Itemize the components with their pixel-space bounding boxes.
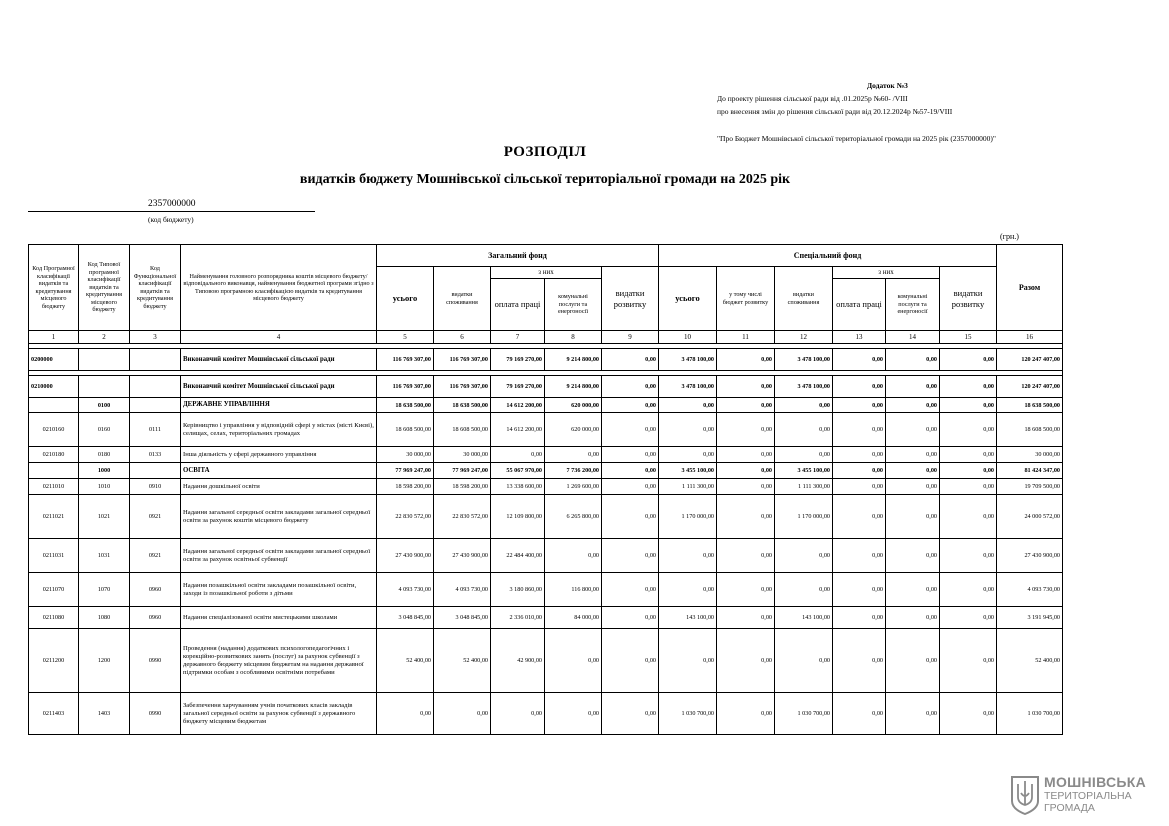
- amount-cell: 0,00: [659, 447, 717, 463]
- amount-cell: 0,00: [940, 573, 997, 607]
- typical-program-code-cell: 1403: [79, 693, 130, 735]
- amount-cell: 0,00: [775, 447, 833, 463]
- program-code-cell: 0211031: [29, 539, 79, 573]
- amount-cell: 9 214 800,00: [545, 349, 602, 371]
- header-sf-wages: оплата праці: [833, 279, 886, 331]
- amount-cell: 22 830 572,00: [377, 495, 434, 539]
- amount-cell: 1 111 300,00: [775, 479, 833, 495]
- amount-cell: 3 478 100,00: [775, 349, 833, 371]
- amount-cell: 14 612 200,00: [491, 398, 545, 413]
- functional-code-cell: 0960: [130, 607, 181, 629]
- amount-cell: 0,00: [886, 398, 940, 413]
- amount-cell: 0,00: [833, 447, 886, 463]
- logo-line-3: ГРОМАДА: [1044, 802, 1095, 814]
- column-number: 11: [717, 331, 775, 344]
- amount-cell: 0,00: [717, 463, 775, 479]
- amount-cell: 0,00: [602, 495, 659, 539]
- program-code-cell: 0210180: [29, 447, 79, 463]
- functional-code-cell: 0111: [130, 413, 181, 447]
- amount-cell: 0,00: [545, 447, 602, 463]
- table-row: [29, 376, 1063, 398]
- amount-cell: 7 736 200,00: [545, 463, 602, 479]
- amount-cell: 18 608 500,00: [997, 413, 1063, 447]
- logo-line-1: МОШНІВСЬКА: [1044, 774, 1147, 790]
- amount-cell: 143 100,00: [775, 607, 833, 629]
- amount-cell: 9 214 800,00: [545, 376, 602, 398]
- header-special-fund: Спеціальний фонд: [659, 245, 997, 267]
- amount-cell: 0,00: [491, 447, 545, 463]
- program-name-cell: Надання загальної середньої освіти закладами загальної середньої освіти за рахунок коштів місцевого бюджету: [181, 495, 377, 539]
- column-number: 9: [602, 331, 659, 344]
- amount-cell: 0,00: [717, 447, 775, 463]
- functional-code-cell: [130, 463, 181, 479]
- column-number: 2: [79, 331, 130, 344]
- table-row: [29, 573, 1063, 607]
- budget-code: 2357000000: [148, 199, 196, 209]
- amount-cell: 0,00: [717, 376, 775, 398]
- column-number: 5: [377, 331, 434, 344]
- column-number: 15: [940, 331, 997, 344]
- amount-cell: 0,00: [717, 479, 775, 495]
- amount-cell: 0,00: [602, 463, 659, 479]
- amount-cell: 18 598 200,00: [434, 479, 491, 495]
- amount-cell: 1 170 000,00: [775, 495, 833, 539]
- amount-cell: 19 709 500,00: [997, 479, 1063, 495]
- amount-cell: 0,00: [602, 607, 659, 629]
- amount-cell: 0,00: [602, 479, 659, 495]
- budget-reference: "Про Бюджет Мошнівської сільської територіальної громади на 2025 рік (2357000000)": [717, 134, 996, 143]
- amount-cell: 116 769 307,00: [434, 376, 491, 398]
- amount-cell: 1 030 700,00: [659, 693, 717, 735]
- amount-cell: 1 030 700,00: [997, 693, 1063, 735]
- amount-cell: 3 180 860,00: [491, 573, 545, 607]
- functional-code-cell: 0990: [130, 629, 181, 693]
- amount-cell: 22 484 400,00: [491, 539, 545, 573]
- amount-cell: 0,00: [602, 629, 659, 693]
- program-code-cell: 0211200: [29, 629, 79, 693]
- amount-cell: 0,00: [833, 693, 886, 735]
- amount-cell: 0,00: [602, 693, 659, 735]
- header-total: Разом: [997, 245, 1063, 331]
- amount-cell: 0,00: [940, 693, 997, 735]
- amount-cell: 0,00: [775, 413, 833, 447]
- amount-cell: 0,00: [545, 629, 602, 693]
- amount-cell: 13 338 600,00: [491, 479, 545, 495]
- program-name-cell: Надання загальної середньої освіти закладами загальної середньої освіти за рахунок освітньої субвенції: [181, 539, 377, 573]
- table-row: [29, 693, 1063, 735]
- amount-cell: 22 830 572,00: [434, 495, 491, 539]
- typical-program-code-cell: 1070: [79, 573, 130, 607]
- amount-cell: 0,00: [833, 607, 886, 629]
- functional-code-cell: 0960: [130, 573, 181, 607]
- amount-cell: 0,00: [940, 349, 997, 371]
- amount-cell: 1 170 000,00: [659, 495, 717, 539]
- amount-cell: 0,00: [940, 607, 997, 629]
- amount-cell: 0,00: [886, 607, 940, 629]
- amount-cell: 0,00: [602, 413, 659, 447]
- table-row: [29, 447, 1063, 463]
- column-number: 1: [29, 331, 79, 344]
- amount-cell: 0,00: [717, 693, 775, 735]
- amount-cell: 0,00: [886, 447, 940, 463]
- amount-cell: 81 424 347,00: [997, 463, 1063, 479]
- amount-cell: 0,00: [833, 479, 886, 495]
- amount-cell: 0,00: [940, 463, 997, 479]
- amount-cell: 0,00: [886, 376, 940, 398]
- amount-cell: 3 048 845,00: [377, 607, 434, 629]
- amount-cell: 24 000 572,00: [997, 495, 1063, 539]
- amount-cell: 0,00: [775, 398, 833, 413]
- amount-cell: 0,00: [833, 573, 886, 607]
- amount-cell: 0,00: [775, 629, 833, 693]
- amount-cell: 0,00: [717, 413, 775, 447]
- amount-cell: 116 769 307,00: [434, 349, 491, 371]
- amount-cell: 14 612 200,00: [491, 413, 545, 447]
- amount-cell: 27 430 900,00: [434, 539, 491, 573]
- amount-cell: 0,00: [833, 629, 886, 693]
- column-number: 7: [491, 331, 545, 344]
- amount-cell: 18 638 500,00: [434, 398, 491, 413]
- amount-cell: 55 067 970,00: [491, 463, 545, 479]
- functional-code-cell: [130, 398, 181, 413]
- amount-cell: 0,00: [659, 573, 717, 607]
- amount-cell: 18 608 500,00: [377, 413, 434, 447]
- amount-cell: 30 000,00: [377, 447, 434, 463]
- header-program-code: Код Програмної класифікації видатків та кредитування місцевого бюджету: [29, 245, 79, 331]
- amount-cell: 120 247 407,00: [997, 349, 1063, 371]
- typical-program-code-cell: 1080: [79, 607, 130, 629]
- amount-cell: 120 247 407,00: [997, 376, 1063, 398]
- header-sf-development: видатки розвитку: [940, 267, 997, 331]
- amount-cell: 0,00: [602, 376, 659, 398]
- amount-cell: 0,00: [717, 629, 775, 693]
- amount-cell: 0,00: [886, 629, 940, 693]
- amount-cell: 0,00: [886, 539, 940, 573]
- amount-cell: 0,00: [717, 349, 775, 371]
- functional-code-cell: [130, 376, 181, 398]
- program-code-cell: 0211080: [29, 607, 79, 629]
- column-number: 6: [434, 331, 491, 344]
- amount-cell: 0,00: [775, 539, 833, 573]
- amount-cell: 0,00: [886, 349, 940, 371]
- column-number-row: [29, 331, 1063, 344]
- functional-code-cell: 0921: [130, 495, 181, 539]
- trident-emblem-icon: [1010, 775, 1040, 815]
- table-row: [29, 495, 1063, 539]
- amount-cell: 1 030 700,00: [775, 693, 833, 735]
- currency-unit: (грн.): [1000, 232, 1019, 241]
- header-gf-utilities: комунальні послуги та енергоносії: [545, 279, 602, 331]
- header-sf-consumption: видатки споживання: [775, 267, 833, 331]
- amount-cell: 0,00: [434, 693, 491, 735]
- amount-cell: 0,00: [602, 447, 659, 463]
- functional-code-cell: [130, 349, 181, 371]
- typical-program-code-cell: 1021: [79, 495, 130, 539]
- amount-cell: 27 430 900,00: [997, 539, 1063, 573]
- program-name-cell: Керівництво і управління у відповідній сфері у містах (місті Києві), селищах, селах, територіальних громадах: [181, 413, 377, 447]
- program-code-cell: 0210000: [29, 376, 79, 398]
- amount-cell: 0,00: [886, 479, 940, 495]
- typical-program-code-cell: 0100: [79, 398, 130, 413]
- table-row: [29, 398, 1063, 413]
- amount-cell: 52 400,00: [434, 629, 491, 693]
- amount-cell: 0,00: [659, 398, 717, 413]
- document-header: [717, 79, 996, 145]
- amount-cell: 143 100,00: [659, 607, 717, 629]
- program-code-cell: 0211021: [29, 495, 79, 539]
- amount-cell: 18 608 500,00: [434, 413, 491, 447]
- program-name-cell: Виконавчий комітет Мошнівської сільської ради: [181, 349, 377, 371]
- column-number: 8: [545, 331, 602, 344]
- functional-code-cell: 0990: [130, 693, 181, 735]
- amount-cell: 0,00: [940, 376, 997, 398]
- amount-cell: 0,00: [886, 693, 940, 735]
- amount-cell: 27 430 900,00: [377, 539, 434, 573]
- amount-cell: 0,00: [602, 573, 659, 607]
- budget-code-underline: [28, 211, 315, 212]
- program-name-cell: Надання дошкільної освіти: [181, 479, 377, 495]
- amount-cell: 0,00: [717, 398, 775, 413]
- amount-cell: 0,00: [717, 607, 775, 629]
- amount-cell: 0,00: [940, 539, 997, 573]
- expenditure-table: [28, 244, 1063, 735]
- amount-cell: 0,00: [491, 693, 545, 735]
- amount-cell: 30 000,00: [434, 447, 491, 463]
- amount-cell: 3 478 100,00: [775, 376, 833, 398]
- amount-cell: 0,00: [833, 539, 886, 573]
- amount-cell: 79 169 270,00: [491, 349, 545, 371]
- functional-code-cell: 0921: [130, 539, 181, 573]
- amount-cell: 0,00: [833, 463, 886, 479]
- typical-program-code-cell: 0160: [79, 413, 130, 447]
- table-row: [29, 539, 1063, 573]
- amount-cell: 2 336 010,00: [491, 607, 545, 629]
- program-name-cell: Виконавчий комітет Мошнівської сільської ради: [181, 376, 377, 398]
- program-code-cell: [29, 398, 79, 413]
- amount-cell: 0,00: [833, 398, 886, 413]
- header-functional-code: Код Функціональної класифікації видатків та кредитування бюджету: [130, 245, 181, 331]
- annex-number: Додаток №3: [867, 81, 908, 90]
- amount-cell: 620 000,00: [545, 398, 602, 413]
- column-number: 14: [886, 331, 940, 344]
- logo-line-2: ТЕРИТОРІАЛЬНА: [1044, 790, 1132, 802]
- table-row: [29, 463, 1063, 479]
- amount-cell: 3 048 845,00: [434, 607, 491, 629]
- functional-code-cell: 0910: [130, 479, 181, 495]
- amount-cell: 0,00: [545, 693, 602, 735]
- document-subtitle: видатків бюджету Мошнівської сільської територіальної громади на 2025 рік: [299, 172, 791, 187]
- typical-program-code-cell: 1000: [79, 463, 130, 479]
- header-typical-program-code: Код Типової програмної класифікації видатків та кредитування місцевого бюджету: [79, 245, 130, 331]
- community-logo: [1010, 773, 1160, 817]
- amount-cell: 52 400,00: [377, 629, 434, 693]
- amount-cell: 3 191 945,00: [997, 607, 1063, 629]
- header-sf-budget-development: у тому числі бюджет розвитку: [717, 267, 775, 331]
- amount-cell: 3 478 100,00: [659, 349, 717, 371]
- amount-cell: 116 769 307,00: [377, 376, 434, 398]
- budget-code-caption: (код бюджету): [148, 215, 194, 224]
- program-code-cell: [29, 463, 79, 479]
- amount-cell: 52 400,00: [997, 629, 1063, 693]
- typical-program-code-cell: 0180: [79, 447, 130, 463]
- amount-cell: 0,00: [659, 629, 717, 693]
- amount-cell: 0,00: [833, 495, 886, 539]
- header-gf-total: усього: [377, 267, 434, 331]
- header-gf-wages: оплата праці: [491, 279, 545, 331]
- amount-cell: 18 638 500,00: [377, 398, 434, 413]
- program-name-cell: Проведення (надання) додаткових психологопедагогічних і корекційно-розвиткових занять (послуг) за рахунок субвенції з державного бюджету місцевим бюджетам на надання державної підтримки особам з особливими освітніми потребами: [181, 629, 377, 693]
- column-number: 13: [833, 331, 886, 344]
- program-name-cell: Надання позашкільної освіти закладами позашкільної освіти, заходи із позашкільної роботи з дітьми: [181, 573, 377, 607]
- amount-cell: 3 455 100,00: [659, 463, 717, 479]
- header-sf-total: усього: [659, 267, 717, 331]
- column-number: 12: [775, 331, 833, 344]
- amount-cell: 0,00: [940, 629, 997, 693]
- amount-cell: 1 269 600,00: [545, 479, 602, 495]
- program-name-cell: Інша діяльність у сфері державного управління: [181, 447, 377, 463]
- amount-cell: 0,00: [886, 463, 940, 479]
- amount-cell: 0,00: [886, 495, 940, 539]
- typical-program-code-cell: 1031: [79, 539, 130, 573]
- table-row: [29, 413, 1063, 447]
- amount-cell: 0,00: [545, 539, 602, 573]
- amount-cell: 0,00: [717, 539, 775, 573]
- amount-cell: 0,00: [940, 447, 997, 463]
- amount-cell: 0,00: [717, 573, 775, 607]
- amendment-line: про внесення змін до рішення сільської ради від 20.12.2024р №57-19/VIII: [717, 107, 953, 116]
- table-row: [29, 607, 1063, 629]
- header-sf-utilities: комунальні послуги та енергоносії: [886, 279, 940, 331]
- program-name-cell: Надання спеціалізованої освіти мистецькими школами: [181, 607, 377, 629]
- amount-cell: 30 000,00: [997, 447, 1063, 463]
- program-code-cell: 0211403: [29, 693, 79, 735]
- amount-cell: 0,00: [602, 539, 659, 573]
- amount-cell: 116 800,00: [545, 573, 602, 607]
- amount-cell: 620 000,00: [545, 413, 602, 447]
- amount-cell: 6 265 800,00: [545, 495, 602, 539]
- column-number: 3: [130, 331, 181, 344]
- header-gf-consumption: видатки споживання: [434, 267, 491, 331]
- amount-cell: 0,00: [886, 573, 940, 607]
- header-name: Найменування головного розпорядника коштів місцевого бюджету/ відповідального виконавця, найменування бюджетної програми згідно з Типовою програмною класифікацією видатків та кредитування місцевого бюджету: [181, 245, 377, 331]
- amount-cell: 0,00: [833, 413, 886, 447]
- amount-cell: 116 769 307,00: [377, 349, 434, 371]
- program-name-cell: ДЕРЖАВНЕ УПРАВЛІННЯ: [181, 398, 377, 413]
- column-number: 16: [997, 331, 1063, 344]
- typical-program-code-cell: [79, 376, 130, 398]
- amount-cell: 0,00: [886, 413, 940, 447]
- header-general-fund: Загальний фонд: [377, 245, 659, 267]
- amount-cell: 79 169 270,00: [491, 376, 545, 398]
- program-code-cell: 0210160: [29, 413, 79, 447]
- typical-program-code-cell: 1200: [79, 629, 130, 693]
- draft-decision-line: До проекту рішення сільської ради від .01.2025р №60- /VIII: [717, 94, 908, 103]
- amount-cell: 0,00: [833, 349, 886, 371]
- amount-cell: 77 969 247,00: [377, 463, 434, 479]
- amount-cell: 4 093 730,00: [997, 573, 1063, 607]
- table-row: [29, 629, 1063, 693]
- amount-cell: 3 455 100,00: [775, 463, 833, 479]
- program-code-cell: 0211070: [29, 573, 79, 607]
- program-name-cell: Забезпечення харчуванням учнів початкових класів закладів загальної середньої освіти за рахунок субвенції з державного бюджету місцевим бюджетам: [181, 693, 377, 735]
- amount-cell: 0,00: [833, 376, 886, 398]
- column-number: 10: [659, 331, 717, 344]
- header-gf-development: видатки розвитку: [602, 267, 659, 331]
- amount-cell: 4 093 730,00: [434, 573, 491, 607]
- amount-cell: 0,00: [659, 413, 717, 447]
- amount-cell: 0,00: [602, 398, 659, 413]
- amount-cell: 0,00: [717, 495, 775, 539]
- typical-program-code-cell: [79, 349, 130, 371]
- amount-cell: 0,00: [377, 693, 434, 735]
- amount-cell: 3 478 100,00: [659, 376, 717, 398]
- amount-cell: 0,00: [602, 349, 659, 371]
- amount-cell: 0,00: [775, 573, 833, 607]
- amount-cell: 84 000,00: [545, 607, 602, 629]
- header-sf-of-them: з них: [833, 267, 940, 279]
- amount-cell: 18 598 200,00: [377, 479, 434, 495]
- program-code-cell: 0200000: [29, 349, 79, 371]
- document-title: РОЗПОДІЛ: [503, 144, 587, 160]
- amount-cell: 42 900,00: [491, 629, 545, 693]
- typical-program-code-cell: 1010: [79, 479, 130, 495]
- amount-cell: 0,00: [940, 413, 997, 447]
- table-row: [29, 479, 1063, 495]
- amount-cell: 77 969 247,00: [434, 463, 491, 479]
- amount-cell: 0,00: [940, 398, 997, 413]
- amount-cell: 0,00: [659, 539, 717, 573]
- program-code-cell: 0211010: [29, 479, 79, 495]
- table-row: [29, 349, 1063, 371]
- amount-cell: 0,00: [940, 479, 997, 495]
- column-number: 4: [181, 331, 377, 344]
- amount-cell: 1 111 300,00: [659, 479, 717, 495]
- header-gf-of-them: з них: [491, 267, 602, 279]
- amount-cell: 0,00: [940, 495, 997, 539]
- functional-code-cell: 0133: [130, 447, 181, 463]
- amount-cell: 4 093 730,00: [377, 573, 434, 607]
- amount-cell: 18 638 500,00: [997, 398, 1063, 413]
- amount-cell: 12 109 800,00: [491, 495, 545, 539]
- program-name-cell: ОСВІТА: [181, 463, 377, 479]
